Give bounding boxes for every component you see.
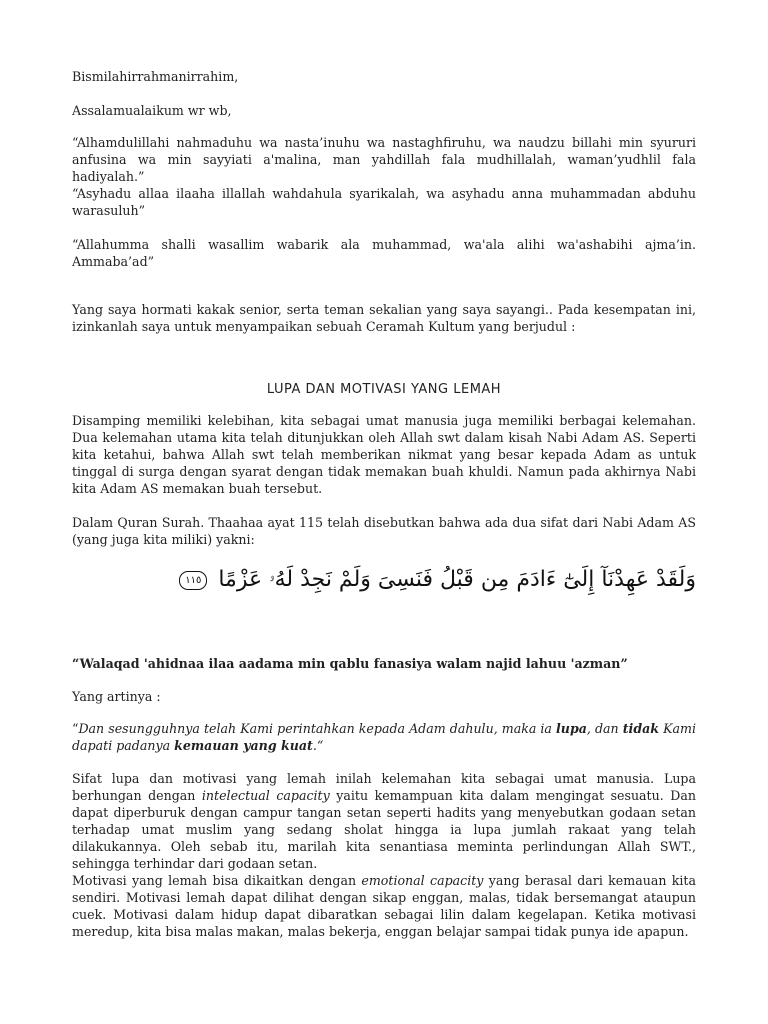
ayah-number-marker: ١١٥ <box>179 571 207 590</box>
verse-translation <box>72 720 696 754</box>
paragraph-4-part-a: Motivasi yang lemah bisa dikaitkan dengan <box>72 873 362 888</box>
section-title: LUPA DAN MOTIVASI YANG LEMAH <box>266 382 502 397</box>
arabic-verse <box>72 560 696 600</box>
translation-part-g: .“ <box>312 738 324 753</box>
body-paragraph-4 <box>72 872 696 940</box>
paragraph-3-part-a: Sifat lupa dan motivasi yang lemah inilah kelemahan kita sebagai umat manusia. Lupa berhungan dengan <box>72 771 696 803</box>
greeting-bismillah: Bismilahirrahmanirrahim, <box>72 69 239 84</box>
body-paragraph-3 <box>72 770 696 872</box>
quote-open: “ <box>72 721 79 736</box>
translation-part-e: Kami dapati padanya <box>72 721 696 753</box>
translation-part-c: , dan <box>586 721 623 736</box>
translation-emphasis-kemauan: kemauan yang kuat <box>174 738 313 753</box>
term-intelectual-capacity: intelectual capacity <box>201 788 330 803</box>
verse-transliteration: “Walaqad 'ahidnaa ilaa aadama min qablu fanasiya walam najid lahuu 'azman” <box>72 656 628 671</box>
body-paragraph-2: Dalam Quran Surah. Thaahaa ayat 115 telah disebutkan bahwa ada dua sifat dari Nabi Adam AS (yang juga kita miliki) yakni: <box>72 515 696 547</box>
translation-emphasis-tidak: tidak <box>622 721 660 736</box>
opening-shalawat: “Allahumma shalli wasallim wabarik ala muhammad, wa'ala alihi wa'ashabihi ajma’in. Ammaba’ad” <box>72 237 696 269</box>
greeting-salam: Assalamualaikum wr wb, <box>72 103 232 118</box>
translation-label: Yang artinya : <box>72 689 161 704</box>
paragraph-3-part-c: yaitu kemampuan kita dalam mengingat sesuatu. Dan dapat diperburuk dengan campur tangan setan seperti hadits yang menyebutkan godaan setan terhadap umat muslim yang sedang sholat hingga ia lupa jumlah rakaat yang telah dilakukannya. Oleh sebab itu, marilah kita senantiasa meminta perlindungan Allah SWT., sehingga terhindar dari godaan setan. <box>72 788 696 871</box>
body-paragraph-1: Disamping memiliki kelebihan, kita sebagai umat manusia juga memiliki berbagai kelemahan. Dua kelemahan utama kita telah ditunjukkan oleh Allah swt dalam kisah Nabi Adam AS. Seperti kita ketahui, bahwa Allah swt telah memberikan nikmat yang besar kepada Adam as untuk tinggal di surga dengan syarat dengan tidak memakan buah khuldi. Namun pada akhirnya Nabi kita Adam AS memakan buah tersebut. <box>72 413 696 496</box>
translation-part-a: Dan sesungguhnya telah Kami perintahkan kepada Adam dahulu, maka ia <box>78 721 556 736</box>
opening-syahadat: “Asyhadu allaa ilaaha illallah wahdahula syarikalah, wa asyhadu anna muhammadan abduhu warasuluh” <box>72 186 696 218</box>
arabic-verse-text: وَلَقَدْ عَهِدْنَآ إِلَىٰٓ ءَادَمَ مِن قَبْلُ فَنَسِىَ وَلَمْ نَجِدْ لَهُۥ عَزْمًا <box>218 567 696 592</box>
translation-emphasis-lupa: lupa <box>556 721 587 736</box>
term-emotional-capacity: emotional capacity <box>361 873 484 888</box>
paragraph-4-part-c: yang berasal dari kemauan kita sendiri. Motivasi lemah dapat dilihat dengan sikap enggan, malas, tidak bersemangat ataupun cuek. Motivasi dalam hidup dapat dibaratkan sebagai lilin dalam kegelapan. Ketika motivasi meredup, kita bisa malas makan, malas bekerja, enggan belajar sampai tidak punya ide apapun. <box>72 873 696 939</box>
intro-paragraph: Yang saya hormati kakak senior, serta teman sekalian yang saya sayangi.. Pada kesempatan ini, izinkanlah saya untuk menyampaikan sebuah Ceramah Kultum yang berjudul : <box>72 302 696 334</box>
opening-hamdalah: “Alhamdulillahi nahmaduhu wa nasta’inuhu wa nastaghfiruhu, wa naudzu billahi min syururi anfusina wa min sayyiati a'malina, man yahdillah fala mudhillalah, waman’yudhlil fala hadiyalah.” <box>72 135 696 184</box>
